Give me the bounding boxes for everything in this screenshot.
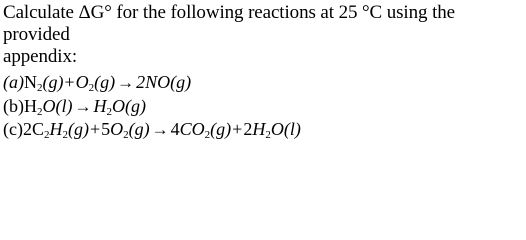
question-block — [3, 2, 523, 142]
reactant-species: N — [24, 72, 37, 92]
reaction-arrow: → — [117, 73, 135, 92]
phase: (g) — [170, 72, 192, 92]
coefficient: 4 — [170, 119, 180, 139]
coefficient: 5 — [101, 119, 111, 139]
reactant-element: H — [49, 119, 63, 139]
subscript: 2 — [204, 129, 211, 141]
reaction-label: (a) — [3, 72, 24, 92]
product-species-tail: O — [112, 95, 125, 116]
product-species: H — [252, 119, 266, 139]
reaction-c — [3, 118, 523, 142]
reaction-arrow: → — [74, 96, 92, 116]
reactant-species: O — [110, 119, 124, 139]
reactant-species: O — [75, 72, 89, 92]
reaction-arrow: → — [151, 120, 169, 139]
reaction-list — [3, 71, 523, 142]
phase: (l) — [55, 95, 73, 116]
subscript: 2 — [123, 129, 129, 141]
coefficient: 2 — [22, 119, 32, 139]
question-prompt — [3, 2, 523, 68]
coefficient: 2 — [243, 119, 253, 139]
subscript: 2 — [44, 129, 50, 141]
product-species-tail: O — [270, 119, 284, 139]
prompt-line-2: appendix: — [3, 46, 78, 67]
product-species: CO — [179, 119, 205, 139]
subscript: 2 — [265, 129, 271, 141]
reactant-element: C — [31, 119, 44, 139]
phase: (g) — [125, 95, 146, 116]
product-species: 2NO — [136, 72, 171, 92]
reaction-b — [3, 95, 523, 119]
phase: (l) — [283, 119, 301, 139]
phase: (g) — [42, 72, 64, 92]
plus-sign: + — [232, 119, 243, 139]
subscript: 2 — [88, 82, 95, 94]
plus-sign: + — [90, 119, 101, 139]
phase: (g) — [128, 119, 150, 139]
phase: (g) — [68, 119, 89, 139]
subscript: 2 — [62, 129, 68, 141]
subscript: 2 — [37, 105, 43, 118]
reaction-a — [3, 71, 523, 95]
plus-sign: + — [64, 72, 75, 92]
subscript: 2 — [37, 82, 43, 94]
prompt-line-1: Calculate ΔG° for the following reactions at 25 °C using the provided — [3, 2, 455, 45]
product-species: H — [93, 95, 107, 116]
reaction-label: (c) — [3, 119, 23, 139]
reaction-label: (b) — [3, 95, 24, 116]
reactant-species-tail: O — [42, 95, 56, 116]
subscript: 2 — [106, 105, 112, 118]
reactant-species: H — [24, 95, 37, 116]
phase: (g) — [94, 72, 116, 92]
phase: (g) — [210, 119, 232, 139]
